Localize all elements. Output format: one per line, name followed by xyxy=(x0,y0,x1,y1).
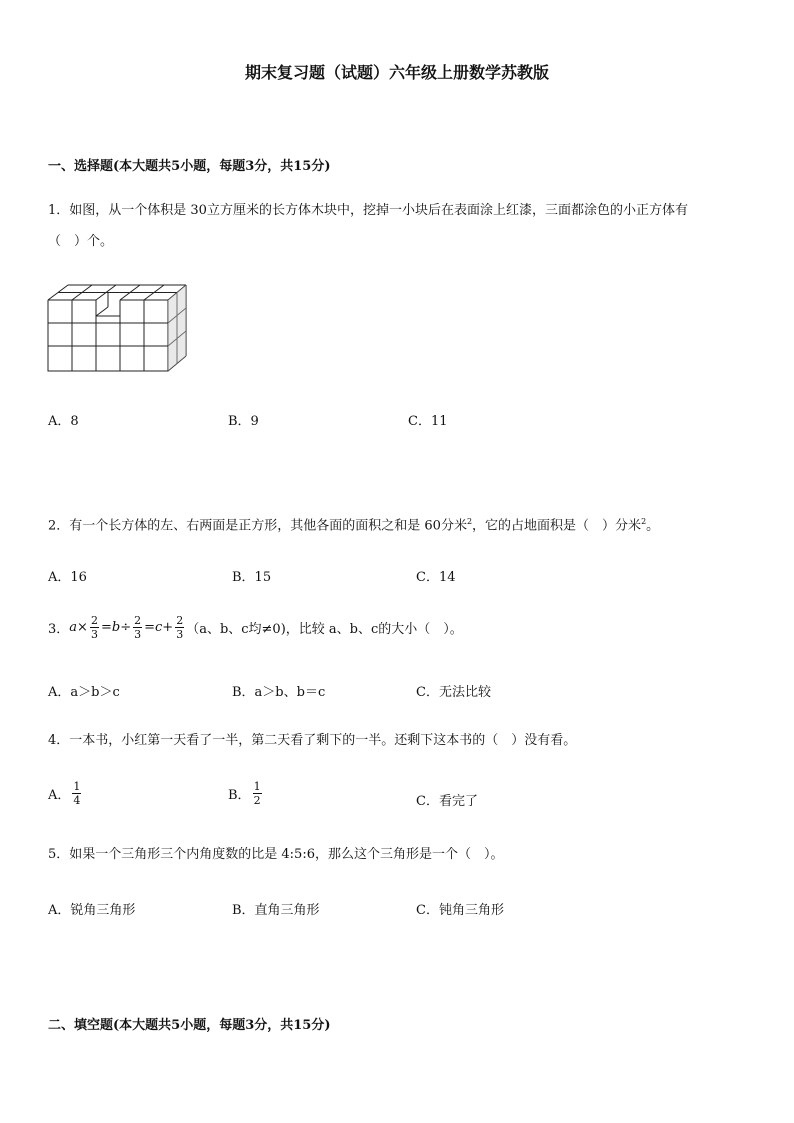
numerator: 2 xyxy=(90,614,98,627)
q4-option-a xyxy=(48,780,83,807)
question-number: 3． xyxy=(48,622,70,637)
question-2-text-b: ，它的占地面积是（ ）分米 xyxy=(472,518,642,534)
numerator: 1 xyxy=(253,780,261,793)
q5-option-a: A．锐角三角形 xyxy=(48,903,136,918)
q4-option-c: C．看完了 xyxy=(416,794,478,809)
q3-option-b: B．a＞b、b＝c xyxy=(232,685,326,700)
equals-sign: = xyxy=(144,620,155,635)
option-label: A． xyxy=(48,788,71,803)
question-5-text: 5．如果一个三角形三个内角度数的比是 4:5:6，那么这个三角形是一个（ ）。 xyxy=(48,847,504,862)
variable-c: c xyxy=(155,620,163,635)
fraction xyxy=(133,614,142,641)
variable-b: b xyxy=(111,620,121,635)
q5-option-c: C．钝角三角形 xyxy=(416,903,504,918)
question-2-text-c: 。 xyxy=(646,518,660,534)
q2-option-a: A．16 xyxy=(48,570,87,585)
numerator: 2 xyxy=(134,614,142,627)
q2-option-c: C．14 xyxy=(416,570,456,585)
q3-option-a: A．a＞b＞c xyxy=(48,685,120,700)
page-title: 期末复习题（试题）六年级上册数学苏教版 xyxy=(244,63,549,82)
fraction xyxy=(72,780,81,807)
numerator: 2 xyxy=(176,614,184,627)
option-label: B． xyxy=(228,788,251,803)
denominator: 4 xyxy=(73,794,81,807)
denominator: 3 xyxy=(90,628,98,641)
question-4-text: 4．一本书，小红第一天看了一半，第二天看了剩下的一半。还剩下这本书的（ ）没有看。 xyxy=(48,733,577,748)
question-1-text: 1．如图，从一个体积是 30立方厘米的长方体木块中，挖掉一小块后在表面涂上红漆，三面都涂色的小正方体有 xyxy=(48,203,688,218)
variable-a: a xyxy=(69,620,78,635)
times-sign: × xyxy=(77,620,88,635)
numerator: 1 xyxy=(73,780,81,793)
unit-superscript: 2 xyxy=(641,517,647,526)
question-1-text-cont: （ ）个。 xyxy=(48,234,114,249)
q1-option-a: A．8 xyxy=(48,414,79,429)
q1-option-c: C．11 xyxy=(408,414,448,429)
unit-superscript: 2 xyxy=(466,517,473,526)
fraction xyxy=(253,780,262,807)
question-2-text xyxy=(48,507,659,541)
fraction xyxy=(90,614,99,641)
fraction xyxy=(175,614,184,641)
equals-sign: = xyxy=(100,620,112,635)
q1-option-b: B．9 xyxy=(228,414,259,429)
q3-option-c: C．无法比较 xyxy=(416,685,491,700)
q2-option-b: B．15 xyxy=(232,570,272,585)
denominator: 3 xyxy=(134,628,142,641)
question-3-text xyxy=(48,614,463,641)
denominator: 3 xyxy=(176,628,184,641)
divide-sign: ÷ xyxy=(120,620,132,635)
cuboid-figure xyxy=(46,282,188,374)
denominator: 2 xyxy=(253,794,261,807)
q4-option-b xyxy=(228,780,264,807)
q5-option-b: B．直角三角形 xyxy=(232,903,320,918)
section-heading-choice: 一、选择题(本大题共5小题，每题3分，共15分) xyxy=(48,159,331,174)
section-heading-fill: 二、填空题(本大题共5小题，每题3分，共15分) xyxy=(48,1018,331,1033)
question-3-condition: （a、b、c均≠0)，比较 a、b、c的大小（ ）。 xyxy=(186,622,463,637)
plus-sign: + xyxy=(162,620,174,635)
question-2-text-a: 2．有一个长方体的左、右两面是正方形，其他各面的面积之和是 60分米 xyxy=(48,518,467,534)
